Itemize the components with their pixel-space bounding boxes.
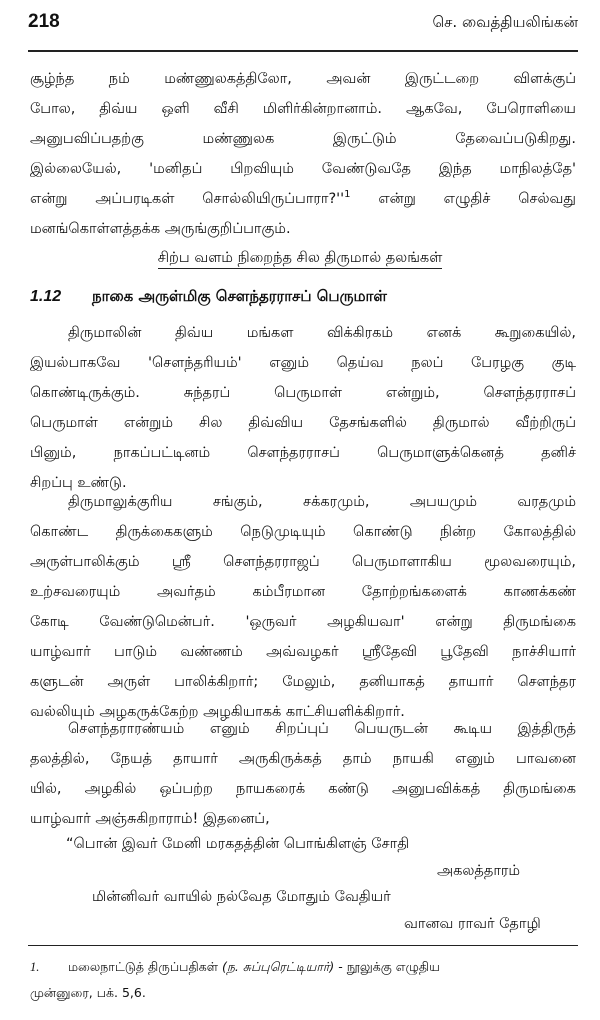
footnote — [30, 954, 576, 1006]
paragraph — [30, 487, 576, 727]
text-fragment: என்று எழுதிச் செல்வது — [350, 191, 576, 207]
verse-line: “பொன் இவர் மேனி மரகதத்தின் பொங்கிளஞ் சோதி — [66, 836, 410, 852]
text-line: உற்சவரையும் அவர்தம் கம்பீரமான தோற்றங்களைக் காணக்கண் — [30, 584, 576, 600]
text-line: சிறப்பு உண்டு. — [30, 475, 127, 491]
text-line: பினும், நாகப்பட்டினம் சௌந்தரராசப் பெருமாளுக்கெனத் தனிச் — [30, 445, 576, 461]
sub-heading-number: 1.12 — [30, 288, 62, 305]
verse-line-continuation: வானவ ராவர் தோழி — [404, 916, 541, 932]
text-line: யாழ்வார் பாடும் வண்ணம் அவ்வழகர் ஸ்ரீதேவி பூதேவி நாச்சியார் — [30, 644, 576, 660]
text-line: இயல்பாகவே 'சௌந்தரியம்' எனும் தெய்வ நலப் பேரழகு குடி — [30, 355, 576, 371]
text-line: திருமாலின் திவ்ய மங்கள விக்கிரகம் எனக் கூறுகையில், — [68, 325, 576, 341]
text-line: யில், அழகில் ஒப்பற்ற நாயகரைக் கண்டு அனுபவிக்கத் திருமங்கை — [30, 781, 576, 797]
page-number: 218 — [28, 11, 60, 32]
text-line: திருமாலுக்குரிய சங்கும், சக்கரமும், அபயமும் வரதமும் — [68, 494, 576, 510]
text-line-with-footnote-ref — [30, 184, 576, 214]
paragraph — [30, 318, 576, 498]
text-line: கொண்ட திருக்கைகளும் நெடுமுடியும் கொண்டு நின்ற கோலத்தில் — [30, 524, 576, 540]
running-head-author: செ. வைத்தியலிங்கன் — [432, 13, 578, 31]
section-heading-text: சிற்ப வளம் நிறைந்த சில திருமால் தலங்கள் — [158, 250, 443, 269]
text-line: தலத்தில், நேயத் தாயார் அருகிருக்கத் தாம் நாயகி எனும் பாவனை — [30, 751, 576, 767]
text-line: சௌந்தராரண்யம் எனும் சிறப்புப் பெயருடன் கூடிய இத்திருத் — [68, 721, 576, 737]
text-line: யாழ்வார் அஞ்சுகிறாராம்! இதனைப், — [30, 811, 270, 827]
footnote-text: மலைநாட்டுத் திருப்பதிகள் — [68, 959, 222, 974]
verse-line-continuation: அகலத்தாரம் — [437, 863, 521, 879]
paragraph-continued — [30, 64, 576, 244]
sub-heading-title: நாகை அருள்மிகு சௌந்தரராசப் பெருமாள் — [92, 287, 387, 305]
text-line: இல்லையேல், 'மனிதப் பிறவியும் வேண்டுவதே இந்த மாநிலத்தே' — [30, 161, 576, 177]
text-line: மனங்கொள்ளத்தக்க அருங்குறிப்பாகும். — [30, 221, 291, 237]
text-line: அருள்பாலிக்கும் ஸ்ரீ சௌந்தரராஜப் பெருமாளாகிய மூலவரையும், — [30, 554, 576, 570]
footnote-text-line2: முன்னுரை, பக். 5,6. — [30, 985, 146, 1000]
section-heading — [0, 247, 600, 269]
text-line: களுடன் அருள் பாலிக்கிறார்; மேலும், தனியாகத் தாயார் சௌந்தர — [30, 674, 576, 690]
verse-line: மின்னிவர் வாயில் நல்வேத மோதும் வேதியர் — [92, 889, 391, 905]
text-line: கொண்டிருக்கும். சுந்தரப் பெருமாள் என்றும், சௌந்தரராசப் — [30, 385, 576, 401]
text-line: கோடி வேண்டுமென்பர். 'ஒருவர் அழகியவா' என்று திருமங்கை — [30, 614, 576, 630]
text-line: பெருமாள் என்றும் சில திவ்விய தேசங்களில் திருமால் வீற்றிருப் — [30, 415, 576, 431]
footnote-reference: 1 — [344, 189, 351, 201]
footnote-text: - நூலுக்கு எழுதிய — [334, 959, 440, 974]
text-line: வல்லியும் அழகருக்கேற்ற அழகியாகக் காட்சியளிக்கிறார். — [30, 704, 405, 720]
text-line: அனுபவிப்பதற்கு மண்ணுலக இருட்டும் தேவைப்படுகிறது. — [30, 131, 576, 147]
text-line: போல, திவ்ய ஒளி வீசி மிளிர்கின்றானாம். ஆகவே, பேரொளியை — [30, 101, 576, 117]
footnote-number: 1. — [30, 960, 40, 974]
footnote-author: (ந. சுப்புரெட்டியார்) — [221, 959, 335, 974]
text-line: சூழ்ந்த நம் மண்ணுலகத்திலோ, அவன் இருட்டறை விளக்குப் — [30, 71, 576, 87]
footnote-divider — [28, 945, 578, 946]
sub-heading — [30, 284, 387, 309]
quote-end-text: என்று அப்பரடிகள் சொல்லியிருப்பாரா?'' — [30, 191, 345, 207]
paragraph — [30, 714, 576, 834]
page-header — [28, 10, 578, 52]
